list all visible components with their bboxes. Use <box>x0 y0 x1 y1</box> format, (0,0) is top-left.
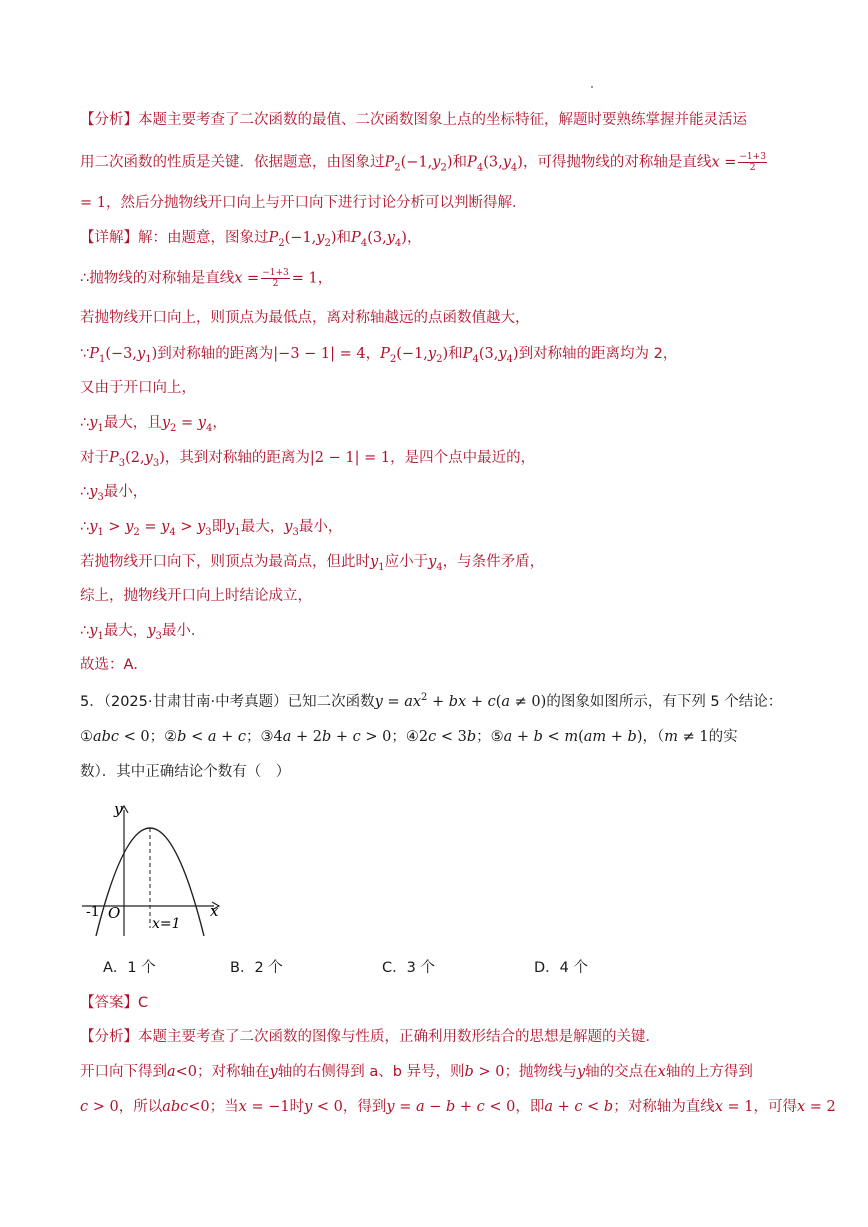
origin-label: O <box>108 904 121 922</box>
y-axis-label: y <box>114 800 123 818</box>
analysis2-line-3: c > 0，所以abc<0；当x = −1时y < 0，得到y = a − b + c < 0，即a + c < b；对称轴为直线x = 1，可得x = 2 <box>80 1099 836 1115</box>
detail-line-5: 又由于开口向上， <box>80 380 196 396</box>
detail-line-7: 对于$P_3(2,y_3)$，其到对称轴的距离为|2 − 1| = 1，是四个点中最近的， <box>80 450 536 469</box>
choice-line: 故选：A． <box>80 657 148 673</box>
detail-line-11: 综上，抛物线开口向上时结论成立， <box>80 588 312 604</box>
option-a: A．1 个 <box>103 960 156 976</box>
detail-line-8: $\therefore y_3$最小， <box>80 484 148 503</box>
neg-one-label: -1 <box>86 904 100 920</box>
detail-line-2: ∴抛物线的对称轴是直线x = $\frac{-1+3}{2}$ = 1， <box>80 268 333 289</box>
analysis2-line-2: 开口向下得到a<0；对称轴在y轴的右侧得到 a、b 异号，则b > 0；抛物线与y轴的交点在x轴的上方得到 <box>80 1064 753 1080</box>
option-b: B．2 个 <box>230 960 283 976</box>
question-5-line-2: ①abc < 0；②b < a + c；③4a + 2b + c > 0；④2c < 3b；⑤a + b < m(am + b)，（m ≠ 1的实 <box>80 729 738 745</box>
x-axis-label: x <box>210 902 219 920</box>
analysis2-line-1: 【分析】本题主要考查了二次函数的图像与性质，正确利用数形结合的思想是解题的关键． <box>80 1029 660 1045</box>
detail-line-6: $\therefore y_1$最大，且$y_2 = y_4$， <box>80 415 227 434</box>
detail-line-1: 【详解】解：由题意，图象过$P_2(-1,y_2)$和$P_4(3,y_4)$， <box>80 230 422 249</box>
question-5-line-1: 5．（2025·甘肃甘南·中考真题）已知二次函数$y = ax^2$ + bx + c(a ≠ 0)的图象如图所示，有下列 5 个结论： <box>80 692 783 710</box>
parabola-graph <box>82 798 232 948</box>
option-d: D．4 个 <box>534 960 588 976</box>
symmetry-axis-label: x=1 <box>152 916 181 932</box>
analysis-line-3: = 1，然后分抛物线开口向上与开口向下进行讨论分析可以判断得解． <box>80 195 527 211</box>
detail-line-10: 若抛物线开口向下，则顶点为最高点，但此时$y_1$应小于$y_4$，与条件矛盾， <box>80 554 545 573</box>
option-c: C．3 个 <box>382 960 435 976</box>
detail-line-9: $\therefore y_1 > y_2 = y_4 > y_3$即$y_1$最大，$y_3$最小， <box>80 519 343 538</box>
detail-line-3: 若抛物线开口向上，则顶点为最低点，离对称轴越远的点函数值越大， <box>80 310 530 326</box>
detail-line-4: $\because P_1(-3,y_1)$到对称轴的距离为|−3 − 1| = 4，$P_2(-1,y_2)$和$P_4(3,y_4)$到对称轴的距离均为 2， <box>80 346 678 365</box>
question-5-line-3: 数）．其中正确结论个数有（ ） <box>80 764 291 780</box>
answer-line: 【答案】C <box>80 995 149 1011</box>
detail-line-12: $\therefore y_1$最大，$y_3$最小． <box>80 623 206 642</box>
analysis-line-1: 【分析】本题主要考查了二次函数的最值、二次函数图象上点的坐标特征，解题时要熟练掌握并能灵活运 <box>80 112 747 128</box>
analysis-line-2: 用二次函数的性质是关键．依据题意，由图象过$P_2(-1,y_2)$和$P_4(3,y_4)$，可得抛物线的对称轴是直线x = $\frac{-1+3}{2}$ <box>80 152 766 174</box>
speck <box>591 86 593 88</box>
